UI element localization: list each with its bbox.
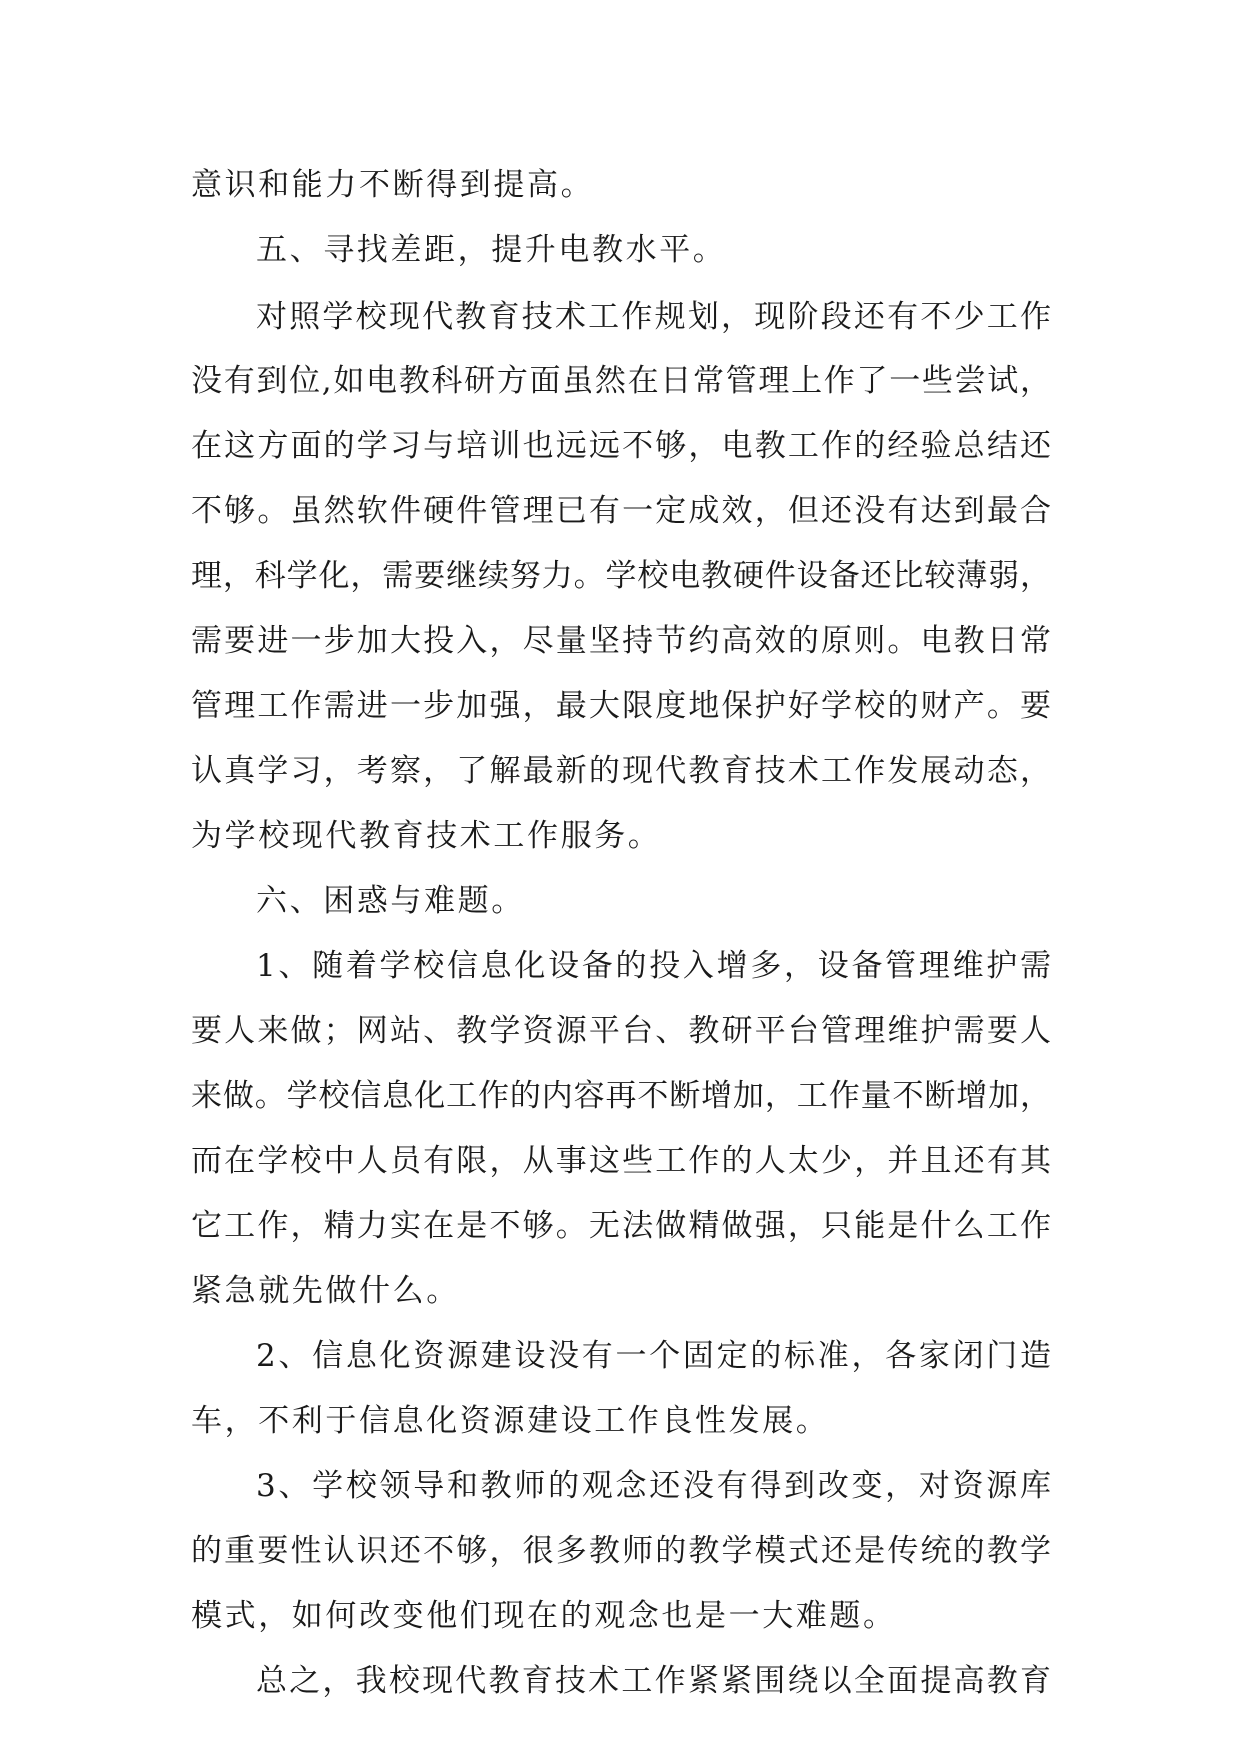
paragraph-line: 为学校现代教育技术工作服务。 — [191, 818, 662, 854]
paragraph-line: 不够。虽然软件硬件管理已有一定成效，但还没有达到最合 — [191, 493, 1051, 529]
paragraph-line: 需要进一步加大投入，尽量坚持节约高效的原则。电教日常 — [191, 623, 1051, 659]
paragraph-line: 总之，我校现代教育技术工作紧紧围绕以全面提高教育 — [256, 1663, 1051, 1699]
section-heading-5: 五、寻找差距，提升电教水平。 — [256, 232, 727, 268]
paragraph-line: 理，科学化，需要继续努力。学校电教硬件设备还比较薄弱， — [191, 558, 1051, 594]
paragraph-line: 而在学校中人员有限，从事这些工作的人太少，并且还有其 — [191, 1143, 1051, 1179]
section-heading-6: 六、困惑与难题。 — [256, 883, 525, 919]
paragraph-line: 认真学习，考察，了解最新的现代教育技术工作发展动态， — [191, 753, 1051, 789]
paragraph-line: 的重要性认识还不够，很多教师的教学模式还是传统的教学 — [191, 1533, 1051, 1569]
paragraph-line: 车，不利于信息化资源建设工作良性发展。 — [191, 1403, 830, 1439]
paragraph-line: 在这方面的学习与培训也远远不够，电教工作的经验总结还 — [191, 428, 1051, 464]
paragraph-line: 对照学校现代教育技术工作规划，现阶段还有不少工作 — [256, 299, 1051, 335]
paragraph-line: 要人来做；网站、教学资源平台、教研平台管理维护需要人 — [191, 1013, 1051, 1049]
paragraph-line: 紧急就先做什么。 — [191, 1273, 460, 1309]
paragraph-line: 没有到位,如电教科研方面虽然在日常管理上作了一些尝试， — [191, 363, 1051, 399]
paragraph-line: 2、信息化资源建设没有一个固定的标准，各家闭门造 — [256, 1338, 1051, 1374]
paragraph-line: 它工作，精力实在是不够。无法做精做强，只能是什么工作 — [191, 1208, 1051, 1244]
paragraph-line: 3、学校领导和教师的观念还没有得到改变，对资源库 — [256, 1468, 1051, 1504]
paragraph-line: 来做。学校信息化工作的内容再不断增加，工作量不断增加， — [191, 1078, 1051, 1114]
paragraph-line: 管理工作需进一步加强，最大限度地保护好学校的财产。要 — [191, 688, 1051, 724]
paragraph-line: 意识和能力不断得到提高。 — [191, 167, 595, 203]
paragraph-line: 1、随着学校信息化设备的投入增多，设备管理维护需 — [256, 948, 1051, 984]
paragraph-line: 模式，如何改变他们现在的观念也是一大难题。 — [191, 1598, 897, 1634]
